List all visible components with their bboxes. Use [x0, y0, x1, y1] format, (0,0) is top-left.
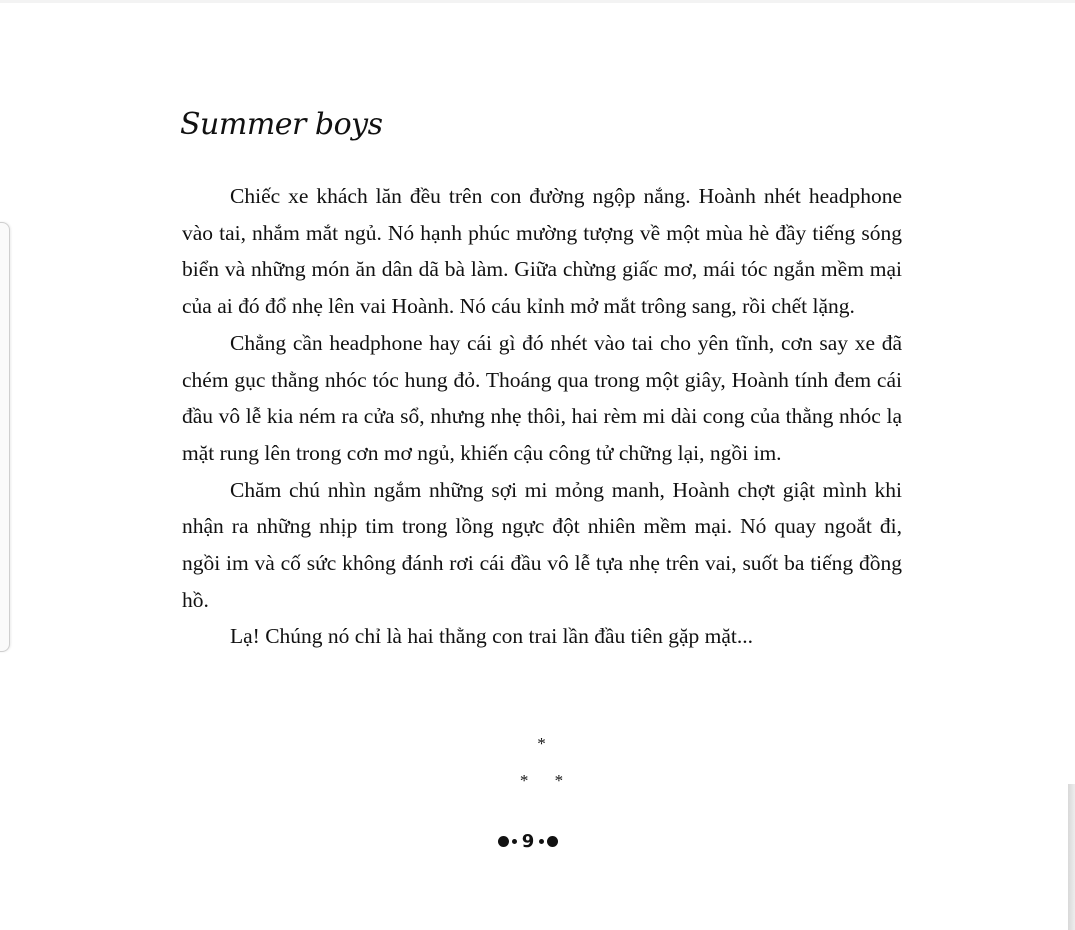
page-number-ornament [482, 826, 574, 856]
paragraph: Lạ! Chúng nó chỉ là hai thằng con trai lần đầu tiên gặp mặt... [230, 624, 754, 649]
page-number: 9 [521, 830, 535, 852]
page-edge-shadow [1068, 784, 1075, 930]
paragraph: Chiếc xe khách lăn đều trên con đường ngộp nắng. Hoành nhét headphone vào tai, nhắm mắt ngủ. Nó hạnh phúc mường tượng về một mùa hè đầy tiếng sóng biển và những món ăn dân dã bà làm. Giữa chừng giấc mơ, mái tóc ngắn mềm mại của ai đó đổ nhẹ lên vai Hoành. Nó cáu kỉnh mở mắt trông sang, rồi chết lặng. [182, 184, 902, 319]
ornament-dot-icon [498, 836, 509, 847]
ornament-dot-icon [512, 839, 517, 844]
side-panel-handle[interactable] [0, 222, 10, 652]
paragraph: Chăm chú nhìn ngắm những sợi mi mỏng manh, Hoành chợt giật mình khi nhận ra những nhịp tim trong lồng ngực đột nhiên mềm mại. Nó quay ngoắt đi, ngồi im và cố sức không đánh rơi cái đầu vô lễ tựa nhẹ trên vai, suốt ba tiếng đồng hồ. [182, 477, 902, 612]
body-text [182, 178, 902, 655]
section-break-bottom: * * [519, 771, 564, 790]
paragraph: Chẳng cần headphone hay cái gì đó nhét vào tai cho yên tĩnh, cơn say xe đã chém gục thằng nhóc tóc hung đỏ. Thoáng qua trong một giây, Hoành tính đem cái đầu vô lễ kia ném ra cửa sổ, nhưng nhẹ thôi, hai rèm mi dài cong của thằng nhóc lạ mặt rung lên trong cơn mơ ngủ, khiến cậu công tử chững lại, ngồi im. [182, 330, 902, 465]
running-header: Summer boys [180, 107, 383, 142]
ornament-dot-icon [547, 836, 558, 847]
section-break-top: * [537, 734, 546, 753]
top-edge [0, 0, 1075, 3]
ornament-dot-icon [539, 839, 544, 844]
